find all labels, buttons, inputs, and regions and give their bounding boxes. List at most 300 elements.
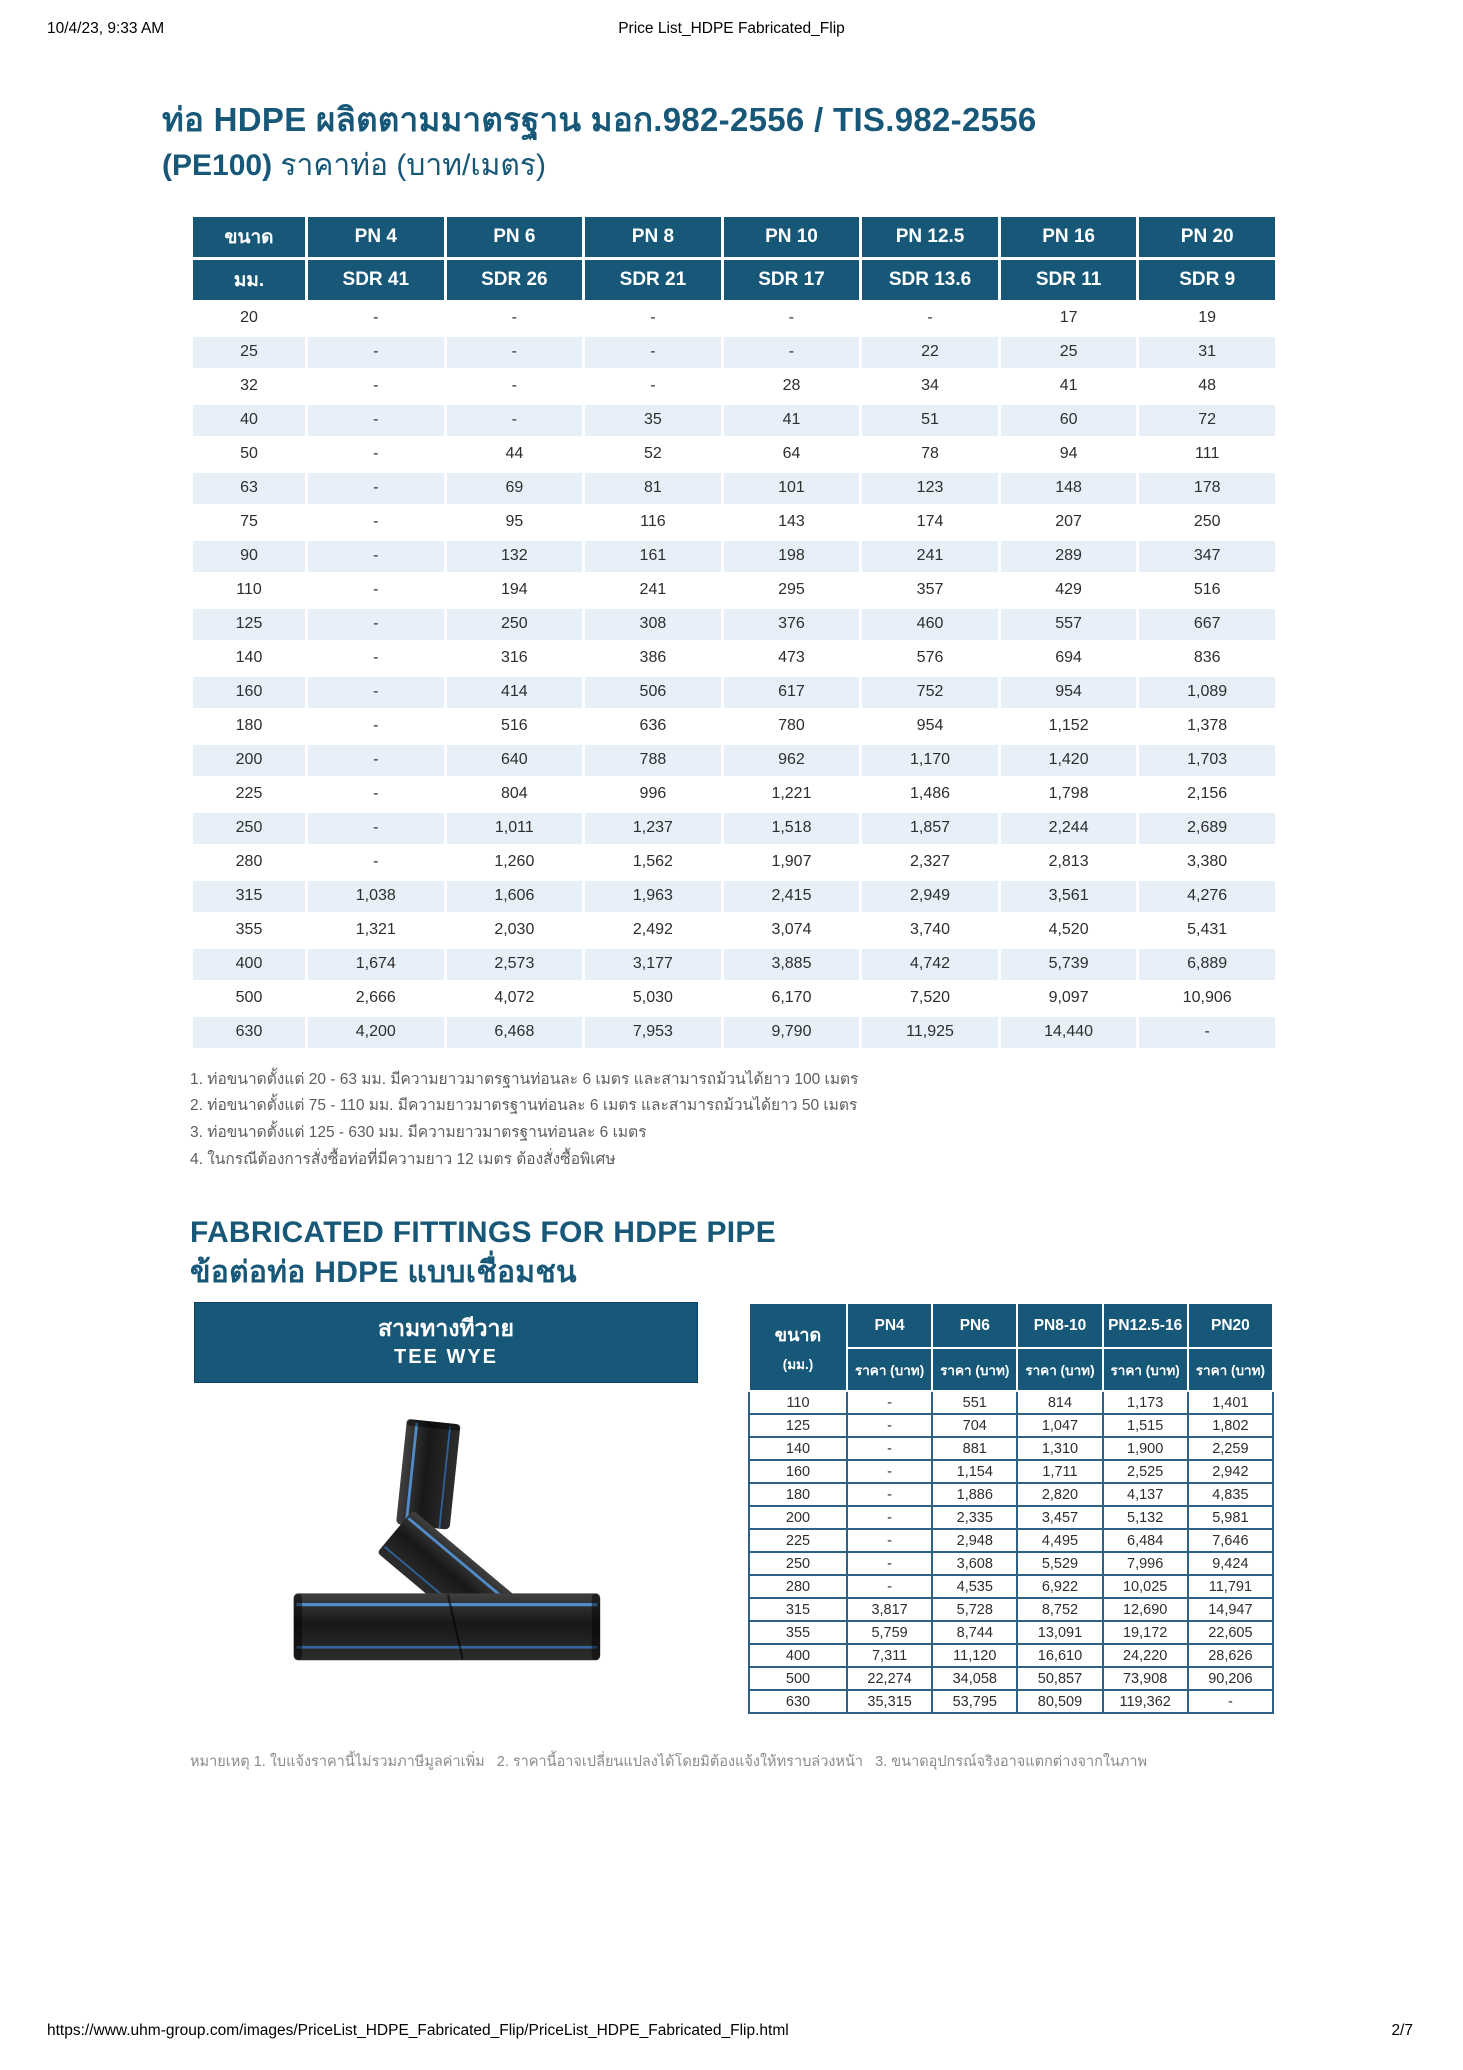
- table-row: [749, 1437, 1273, 1460]
- table-cell: 241: [585, 575, 721, 606]
- table-cell: 1,857: [862, 813, 998, 844]
- table-cell: 473: [724, 643, 860, 674]
- table-row: [193, 847, 1275, 878]
- table-cell: 3,817: [847, 1598, 932, 1621]
- table-cell: 1,321: [308, 915, 444, 946]
- table-row: [193, 473, 1275, 504]
- table-cell: 250: [193, 813, 305, 844]
- table-cell: 1,798: [1001, 779, 1137, 810]
- table-cell: -: [847, 1391, 932, 1414]
- table-cell: 1,378: [1139, 711, 1275, 742]
- table-subheader-row: [193, 260, 1275, 300]
- table-cell: 80,509: [1017, 1690, 1102, 1713]
- table-cell: 180: [193, 711, 305, 742]
- table-cell: 551: [932, 1391, 1017, 1414]
- table-cell: 32: [193, 371, 305, 402]
- column-header: PN 8: [585, 217, 721, 257]
- table-row: [193, 1017, 1275, 1048]
- table-cell: 836: [1139, 643, 1275, 674]
- table-cell: -: [308, 371, 444, 402]
- table-cell: 4,276: [1139, 881, 1275, 912]
- table-cell: 28,626: [1188, 1644, 1273, 1667]
- table-cell: 250: [749, 1552, 847, 1575]
- fittings-title-en: FABRICATED FITTINGS FOR HDPE PIPE: [190, 1216, 777, 1250]
- table-row: [193, 881, 1275, 912]
- table-cell: -: [308, 609, 444, 640]
- table-cell: 12,690: [1103, 1598, 1188, 1621]
- table-cell: 119,362: [1103, 1690, 1188, 1713]
- table-cell: 160: [749, 1460, 847, 1483]
- column-header: PN 10: [724, 217, 860, 257]
- table-cell: 7,520: [862, 983, 998, 1014]
- table-cell: 41: [724, 405, 860, 436]
- table-cell: 429: [1001, 575, 1137, 606]
- table-cell: -: [847, 1460, 932, 1483]
- table-row: [749, 1690, 1273, 1713]
- size-column-header: [749, 1303, 847, 1391]
- table-cell: 34: [862, 371, 998, 402]
- table-cell: 954: [862, 711, 998, 742]
- table-cell: 11,791: [1188, 1575, 1273, 1598]
- table-cell: -: [308, 405, 444, 436]
- table-cell: 1,703: [1139, 745, 1275, 776]
- table-cell: 8,744: [932, 1621, 1017, 1644]
- table-cell: 8,752: [1017, 1598, 1102, 1621]
- table-cell: 53,795: [932, 1690, 1017, 1713]
- table-cell: 125: [749, 1414, 847, 1437]
- column-header: PN 4: [308, 217, 444, 257]
- table-cell: 125: [193, 609, 305, 640]
- price-unit-label: ราคาท่อ (บาท/เมตร): [272, 148, 547, 182]
- table-cell: 7,953: [585, 1017, 721, 1048]
- table-cell: 4,495: [1017, 1529, 1102, 1552]
- column-header: PN4: [847, 1303, 932, 1348]
- column-subheader: SDR 9: [1139, 260, 1275, 300]
- table-cell: 506: [585, 677, 721, 708]
- table-cell: -: [585, 337, 721, 368]
- price-unit-header: ราคา (บาท): [932, 1348, 1017, 1391]
- table-cell: 308: [585, 609, 721, 640]
- table-cell: -: [447, 405, 583, 436]
- table-cell: 386: [585, 643, 721, 674]
- table-cell: 315: [193, 881, 305, 912]
- product-header: [194, 1302, 698, 1383]
- table-cell: 2,335: [932, 1506, 1017, 1529]
- pipe-notes: [190, 1067, 1280, 1174]
- table-cell: 400: [193, 949, 305, 980]
- table-cell: 289: [1001, 541, 1137, 572]
- column-subheader: SDR 11: [1001, 260, 1137, 300]
- table-cell: 414: [447, 677, 583, 708]
- column-header: PN 12.5: [862, 217, 998, 257]
- table-cell: 636: [585, 711, 721, 742]
- table-cell: 16,610: [1017, 1644, 1102, 1667]
- table-cell: -: [847, 1506, 932, 1529]
- table-header-row: [749, 1303, 1273, 1348]
- table-cell: 2,942: [1188, 1460, 1273, 1483]
- table-cell: 4,200: [308, 1017, 444, 1048]
- table-cell: 557: [1001, 609, 1137, 640]
- table-cell: 9,097: [1001, 983, 1137, 1014]
- table-cell: 75: [193, 507, 305, 538]
- table-cell: 400: [749, 1644, 847, 1667]
- table-row: [193, 983, 1275, 1014]
- column-subheader: SDR 13.6: [862, 260, 998, 300]
- table-row: [193, 371, 1275, 402]
- table-row: [749, 1460, 1273, 1483]
- table-cell: 315: [749, 1598, 847, 1621]
- table-cell: 280: [749, 1575, 847, 1598]
- table-cell: -: [447, 337, 583, 368]
- table-cell: 81: [585, 473, 721, 504]
- table-cell: -: [847, 1529, 932, 1552]
- table-row: [193, 643, 1275, 674]
- table-cell: 7,996: [1103, 1552, 1188, 1575]
- price-unit-header: ราคา (บาท): [1103, 1348, 1188, 1391]
- table-row: [193, 507, 1275, 538]
- table-row: [193, 711, 1275, 742]
- table-cell: 1,038: [308, 881, 444, 912]
- table-cell: 69: [447, 473, 583, 504]
- table-cell: 1,154: [932, 1460, 1017, 1483]
- table-cell: 174: [862, 507, 998, 538]
- table-cell: 1,963: [585, 881, 721, 912]
- table-cell: 1,047: [1017, 1414, 1102, 1437]
- table-cell: 41: [1001, 371, 1137, 402]
- column-subheader: SDR 41: [308, 260, 444, 300]
- table-cell: 19,172: [1103, 1621, 1188, 1644]
- table-cell: -: [862, 303, 998, 334]
- table-cell: 9,790: [724, 1017, 860, 1048]
- table-cell: 881: [932, 1437, 1017, 1460]
- table-cell: -: [847, 1437, 932, 1460]
- table-cell: 4,742: [862, 949, 998, 980]
- table-row: [193, 337, 1275, 368]
- table-cell: -: [308, 541, 444, 572]
- table-cell: 225: [193, 779, 305, 810]
- fittings-title-th: ข้อต่อท่อ HDPE แบบเชื่อมชน: [190, 1255, 577, 1289]
- tee-wye-price-table: [748, 1302, 1274, 1714]
- fittings-section-title: [190, 1213, 1280, 1292]
- table-cell: 180: [749, 1483, 847, 1506]
- table-cell: 788: [585, 745, 721, 776]
- table-cell: 10,025: [1103, 1575, 1188, 1598]
- column-header: ขนาด: [193, 217, 305, 257]
- table-row: [749, 1644, 1273, 1667]
- table-cell: 516: [1139, 575, 1275, 606]
- table-cell: -: [447, 303, 583, 334]
- table-cell: 500: [193, 983, 305, 1014]
- table-cell: 132: [447, 541, 583, 572]
- table-row: [193, 677, 1275, 708]
- table-cell: 2,030: [447, 915, 583, 946]
- table-cell: 5,030: [585, 983, 721, 1014]
- table-cell: 7,646: [1188, 1529, 1273, 1552]
- table-cell: -: [447, 371, 583, 402]
- table-cell: 148: [1001, 473, 1137, 504]
- table-cell: -: [847, 1552, 932, 1575]
- table-cell: 1,152: [1001, 711, 1137, 742]
- table-cell: 250: [1139, 507, 1275, 538]
- table-cell: 2,492: [585, 915, 721, 946]
- table-cell: 52: [585, 439, 721, 470]
- column-header: PN20: [1188, 1303, 1273, 1348]
- table-cell: 5,981: [1188, 1506, 1273, 1529]
- table-cell: 50,857: [1017, 1667, 1102, 1690]
- note-line: 2. ท่อขนาดตั้งแต่ 75 - 110 มม. มีความยาวมาตรฐานท่อนละ 6 เมตร และสามารถม้วนได้ยาว 50 เมตร: [190, 1097, 858, 1115]
- table-cell: 35: [585, 405, 721, 436]
- print-date: 10/4/23, 9:33 AM: [47, 20, 165, 37]
- pipe-section-title: ท่อ HDPE ผลิตตามมาตรฐาน มอก.982-2556 / TIS.982-2556: [162, 101, 1037, 138]
- fittings-footnote: หมายเหตุ 1. ใบแจ้งราคานี้ไม่รวมภาษีมูลค่าเพิ่ม 2. ราคานี้อาจเปลี่ยนแปลงได้โดยมิต้องแจ้งให้ทราบล่วงหน้า 3. ขนาดอุปกรณ์จริงอาจแตกต่างจากในภาพ: [190, 1754, 1148, 1771]
- table-cell: 116: [585, 507, 721, 538]
- table-cell: 123: [862, 473, 998, 504]
- table-cell: -: [585, 303, 721, 334]
- column-header: PN12.5-16: [1103, 1303, 1188, 1348]
- table-cell: 1,606: [447, 881, 583, 912]
- note-line: 4. ในกรณีต้องการสั่งซื้อท่อที่มีความยาว 12 เมตร ต้องสั่งซื้อพิเศษ: [190, 1150, 616, 1168]
- table-cell: 24,220: [1103, 1644, 1188, 1667]
- price-unit-header: ราคา (บาท): [1188, 1348, 1273, 1391]
- table-row: [193, 779, 1275, 810]
- table-cell: 111: [1139, 439, 1275, 470]
- table-cell: 51: [862, 405, 998, 436]
- table-cell: 3,380: [1139, 847, 1275, 878]
- table-cell: 110: [749, 1391, 847, 1414]
- table-cell: 1,711: [1017, 1460, 1102, 1483]
- table-cell: 2,948: [932, 1529, 1017, 1552]
- table-cell: 10,906: [1139, 983, 1275, 1014]
- table-cell: -: [308, 473, 444, 504]
- column-subheader: SDR 21: [585, 260, 721, 300]
- table-cell: 2,244: [1001, 813, 1137, 844]
- table-cell: 1,802: [1188, 1414, 1273, 1437]
- table-cell: -: [847, 1414, 932, 1437]
- table-cell: 40: [193, 405, 305, 436]
- table-row: [193, 915, 1275, 946]
- tee-wye-fitting-image: [288, 1417, 604, 1677]
- table-row: [193, 949, 1275, 980]
- table-cell: 110: [193, 575, 305, 606]
- table-row: [749, 1391, 1273, 1414]
- table-cell: 1,900: [1103, 1437, 1188, 1460]
- table-row: [193, 813, 1275, 844]
- table-cell: 1,515: [1103, 1414, 1188, 1437]
- table-cell: 4,520: [1001, 915, 1137, 946]
- product-card: [194, 1302, 698, 1677]
- table-cell: -: [1188, 1690, 1273, 1713]
- table-cell: 64: [724, 439, 860, 470]
- table-cell: 2,666: [308, 983, 444, 1014]
- table-cell: 31: [1139, 337, 1275, 368]
- table-cell: 2,259: [1188, 1437, 1273, 1460]
- table-row: [193, 609, 1275, 640]
- column-header: PN6: [932, 1303, 1017, 1348]
- pe100-label: (PE100): [162, 148, 273, 182]
- table-cell: -: [585, 371, 721, 402]
- fittings-row: [190, 1302, 1280, 1714]
- price-unit-header: ราคา (บาท): [1017, 1348, 1102, 1391]
- table-cell: 355: [749, 1621, 847, 1644]
- table-cell: 5,431: [1139, 915, 1275, 946]
- table-row: [749, 1552, 1273, 1575]
- column-header: PN 20: [1139, 217, 1275, 257]
- table-cell: 752: [862, 677, 998, 708]
- table-cell: 1,310: [1017, 1437, 1102, 1460]
- column-subheader: มม.: [193, 260, 305, 300]
- table-cell: 280: [193, 847, 305, 878]
- product-name-th: สามทางทีวาย: [378, 1315, 514, 1342]
- table-cell: -: [308, 439, 444, 470]
- table-cell: 1,173: [1103, 1391, 1188, 1414]
- table-cell: 14,440: [1001, 1017, 1137, 1048]
- table-cell: 22: [862, 337, 998, 368]
- table-cell: -: [308, 643, 444, 674]
- table-cell: 17: [1001, 303, 1137, 334]
- table-cell: 6,922: [1017, 1575, 1102, 1598]
- table-cell: 3,074: [724, 915, 860, 946]
- table-cell: 198: [724, 541, 860, 572]
- table-cell: 3,457: [1017, 1506, 1102, 1529]
- table-cell: -: [308, 677, 444, 708]
- table-cell: 73,908: [1103, 1667, 1188, 1690]
- table-cell: 704: [932, 1414, 1017, 1437]
- table-row: [193, 575, 1275, 606]
- table-cell: 90,206: [1188, 1667, 1273, 1690]
- table-cell: 576: [862, 643, 998, 674]
- table-row: [749, 1621, 1273, 1644]
- table-cell: 48: [1139, 371, 1275, 402]
- table-cell: 2,156: [1139, 779, 1275, 810]
- hdpe-pipe-price-table: [190, 214, 1278, 1051]
- table-cell: 28: [724, 371, 860, 402]
- table-cell: 4,137: [1103, 1483, 1188, 1506]
- table-cell: -: [847, 1575, 932, 1598]
- table-cell: 2,820: [1017, 1483, 1102, 1506]
- table-cell: -: [724, 337, 860, 368]
- note-line: 3. ท่อขนาดตั้งแต่ 125 - 630 มม. มีความยาวมาตรฐานท่อนละ 6 เมตร: [190, 1123, 647, 1141]
- table-cell: 1,674: [308, 949, 444, 980]
- table-row: [749, 1414, 1273, 1437]
- table-row: [193, 439, 1275, 470]
- table-cell: 14,947: [1188, 1598, 1273, 1621]
- table-cell: 1,260: [447, 847, 583, 878]
- table-cell: 500: [749, 1667, 847, 1690]
- table-cell: 225: [749, 1529, 847, 1552]
- table-cell: 1,907: [724, 847, 860, 878]
- table-cell: 161: [585, 541, 721, 572]
- table-cell: 250: [447, 609, 583, 640]
- table-cell: 1,562: [585, 847, 721, 878]
- table-row: [193, 745, 1275, 776]
- table-cell: 357: [862, 575, 998, 606]
- column-header: PN8-10: [1017, 1303, 1102, 1348]
- size-label: ขนาด: [774, 1324, 822, 1345]
- table-cell: 34,058: [932, 1667, 1017, 1690]
- table-cell: 11,120: [932, 1644, 1017, 1667]
- table-cell: 516: [447, 711, 583, 742]
- table-row: [749, 1667, 1273, 1690]
- table-cell: 6,889: [1139, 949, 1275, 980]
- note-line: 1. ท่อขนาดตั้งแต่ 20 - 63 มม. มีความยาวมาตรฐานท่อนละ 6 เมตร และสามารถม้วนได้ยาว 100 เมตร: [190, 1070, 859, 1088]
- table-cell: 1,011: [447, 813, 583, 844]
- table-cell: -: [308, 507, 444, 538]
- table-cell: 5,728: [932, 1598, 1017, 1621]
- table-cell: 996: [585, 779, 721, 810]
- table-cell: 22,605: [1188, 1621, 1273, 1644]
- table-cell: 35,315: [847, 1690, 932, 1713]
- table-row: [193, 405, 1275, 436]
- table-cell: -: [308, 813, 444, 844]
- table-cell: 194: [447, 575, 583, 606]
- table-row: [193, 303, 1275, 334]
- table-cell: 2,573: [447, 949, 583, 980]
- table-cell: 4,835: [1188, 1483, 1273, 1506]
- table-cell: 6,484: [1103, 1529, 1188, 1552]
- column-subheader: SDR 17: [724, 260, 860, 300]
- table-cell: 178: [1139, 473, 1275, 504]
- table-cell: -: [847, 1483, 932, 1506]
- table-cell: -: [308, 711, 444, 742]
- table-cell: 2,327: [862, 847, 998, 878]
- table-cell: -: [308, 575, 444, 606]
- table-cell: 101: [724, 473, 860, 504]
- table-cell: 630: [749, 1690, 847, 1713]
- table-cell: 6,170: [724, 983, 860, 1014]
- table-cell: 1,089: [1139, 677, 1275, 708]
- size-unit-label: (มม.): [782, 1356, 814, 1372]
- table-cell: 5,132: [1103, 1506, 1188, 1529]
- table-cell: 9,424: [1188, 1552, 1273, 1575]
- table-cell: 1,170: [862, 745, 998, 776]
- product-name-en: TEE WYE: [393, 1346, 498, 1369]
- table-row: [749, 1529, 1273, 1552]
- table-cell: 2,689: [1139, 813, 1275, 844]
- table-cell: 72: [1139, 405, 1275, 436]
- table-cell: 630: [193, 1017, 305, 1048]
- table-cell: 460: [862, 609, 998, 640]
- table-cell: 2,949: [862, 881, 998, 912]
- table-cell: 1,420: [1001, 745, 1137, 776]
- table-cell: 160: [193, 677, 305, 708]
- table-cell: 200: [749, 1506, 847, 1529]
- table-cell: 1,886: [932, 1483, 1017, 1506]
- table-cell: 3,740: [862, 915, 998, 946]
- table-cell: -: [308, 303, 444, 334]
- table-cell: 19: [1139, 303, 1275, 334]
- table-cell: 3,561: [1001, 881, 1137, 912]
- table-cell: 347: [1139, 541, 1275, 572]
- table-cell: 241: [862, 541, 998, 572]
- column-subheader: SDR 26: [447, 260, 583, 300]
- table-cell: -: [1139, 1017, 1275, 1048]
- table-cell: 295: [724, 575, 860, 606]
- table-cell: 11,925: [862, 1017, 998, 1048]
- page-content: [162, 0, 1280, 1773]
- table-cell: 4,072: [447, 983, 583, 1014]
- table-cell: 140: [193, 643, 305, 674]
- source-url: https://www.uhm-group.com/images/PriceList_HDPE_Fabricated_Flip/PriceList_HDPE_Fabricated_Flip.html: [47, 2022, 789, 2039]
- table-cell: 200: [193, 745, 305, 776]
- table-cell: 3,177: [585, 949, 721, 980]
- table-cell: 4,535: [932, 1575, 1017, 1598]
- table-cell: 814: [1017, 1391, 1102, 1414]
- table-cell: 780: [724, 711, 860, 742]
- table-cell: 1,518: [724, 813, 860, 844]
- table-cell: 694: [1001, 643, 1137, 674]
- table-cell: 94: [1001, 439, 1137, 470]
- table-cell: 5,739: [1001, 949, 1137, 980]
